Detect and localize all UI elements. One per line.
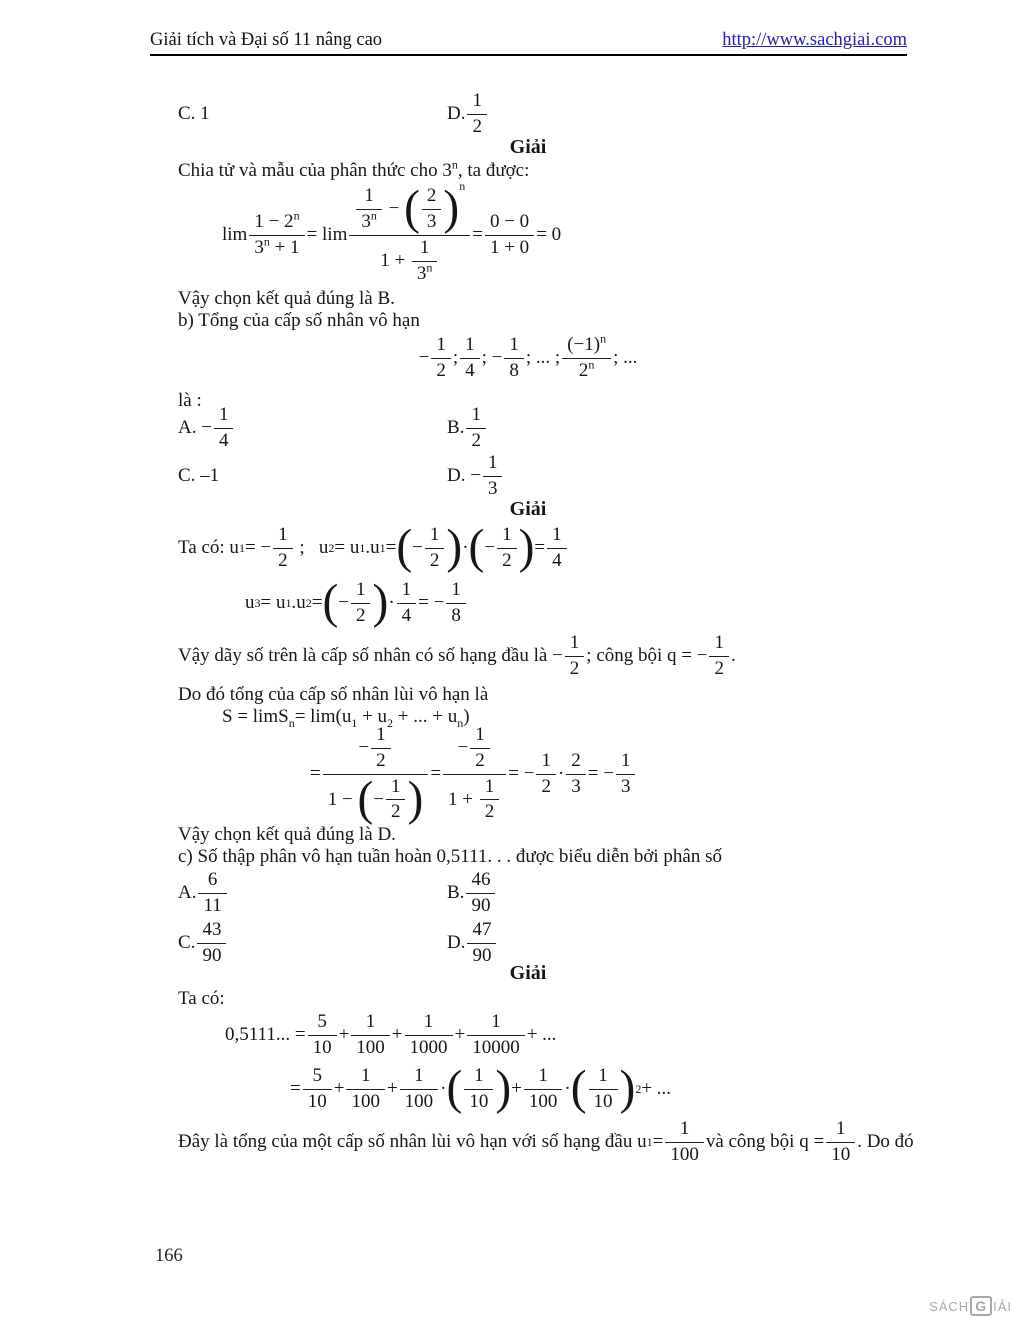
fraction-denominator: 3	[620, 775, 631, 797]
fraction-denominator: 100	[351, 1090, 380, 1112]
fraction	[443, 725, 506, 824]
subscript: n	[457, 715, 464, 730]
paren-group	[468, 520, 535, 574]
options-row-ab-part-b	[178, 404, 738, 452]
fraction-numerator: 1	[371, 725, 391, 749]
left-paren: (	[570, 1061, 587, 1115]
fraction-denominator: 2	[714, 657, 724, 679]
fraction-denominator: 10	[307, 1090, 327, 1112]
fraction-numerator: 2	[422, 186, 442, 210]
fraction	[483, 453, 503, 500]
fraction	[460, 335, 480, 382]
page-number: 166	[155, 1246, 183, 1266]
fraction	[346, 1066, 385, 1113]
left-paren: (	[322, 575, 339, 629]
sachgiai-watermark	[929, 1296, 1012, 1316]
left-paren: (	[468, 520, 485, 574]
geometric-sequence: − $\frac{1}{2}$ ; $\frac{1}{4}$ ; − $\frac{1}{8}$ ; ... ; $\frac{(-1)^n}{2^n}$ ; ...	[418, 331, 638, 381]
fraction-denominator: 90	[202, 944, 222, 966]
fraction	[589, 1066, 618, 1113]
solution-heading-b: Giải	[509, 498, 547, 520]
part-a-intro-line: Chia tử và mẫu của phân thức cho 3$^n$, ta được:	[178, 157, 530, 181]
right-paren: )	[443, 181, 460, 235]
website-link[interactable]: http://www.sachgiai.com	[722, 30, 907, 50]
fraction	[565, 633, 585, 680]
fraction-denominator: 1 + 0	[489, 236, 530, 258]
fraction	[497, 525, 517, 572]
fraction-denominator: 2	[376, 749, 386, 771]
option-b-part-b: B. $\frac{1}{2}$	[447, 404, 488, 452]
part-b-title: b) Tổng của cấp số nhân vô hạn	[178, 310, 420, 331]
paren-content: − $\frac{1}{2}$	[412, 525, 446, 572]
fraction-numerator: 1	[351, 580, 371, 604]
right-paren: )	[495, 1061, 512, 1115]
left-paren: (	[446, 1061, 463, 1115]
fraction-numerator: $1 - 2^n$	[249, 212, 304, 236]
right-paren: )	[619, 1061, 636, 1115]
part-a-conclusion: Vậy chọn kết quả đúng là B.	[178, 288, 395, 309]
part-b-conclusion: Vậy chọn kết quả đúng là D.	[178, 824, 396, 845]
fraction	[562, 331, 611, 382]
subscript: n	[288, 715, 295, 730]
fraction-denominator: 4	[401, 604, 412, 626]
right-paren: )	[446, 520, 463, 574]
paren-content: − $\frac{1}{2}$	[373, 777, 407, 824]
fraction-denominator: 2	[541, 775, 551, 797]
fraction	[400, 1066, 439, 1113]
option-d-part-a: D. $\frac{1}{2}$	[447, 90, 489, 138]
fraction-numerator: 0 − 0	[485, 212, 534, 236]
fraction-denominator: 2	[278, 549, 288, 571]
fraction-denominator: 10000	[472, 1036, 520, 1058]
fraction-numerator: − $\frac{1}{2}$	[323, 725, 429, 775]
fraction-denominator: 3$^n$	[361, 208, 377, 232]
fraction	[323, 725, 429, 824]
fraction-denominator: 2	[355, 604, 366, 626]
fraction-numerator: 1	[397, 580, 417, 604]
fraction	[464, 1066, 493, 1113]
fraction-denominator: 4	[552, 549, 562, 571]
fraction-numerator: $\frac{1}{3^n}$ − ( $\frac{2}{3}$ ) n	[349, 186, 470, 236]
fraction-numerator: 1	[497, 525, 517, 549]
left-paren: (	[404, 181, 420, 235]
fraction	[351, 1012, 390, 1059]
fraction-numerator: 1	[524, 1066, 563, 1090]
fraction	[466, 870, 495, 917]
fraction-denominator: 90	[472, 944, 492, 966]
fraction-denominator: 2	[429, 549, 440, 571]
fraction-denominator: 10	[469, 1090, 489, 1112]
option-c-part-a: C. 1	[178, 103, 210, 124]
watermark-text-right: IẢI	[993, 1298, 1012, 1314]
fraction	[397, 580, 417, 627]
fraction	[709, 633, 729, 680]
option-d-part-c: D. $\frac{47}{90}$	[447, 918, 498, 968]
left-paren: (	[396, 520, 413, 574]
fraction-numerator: 1	[400, 1066, 439, 1090]
fraction	[466, 405, 486, 452]
fraction-numerator: 46	[466, 870, 495, 894]
fraction-denominator: 100	[670, 1143, 699, 1165]
fraction-numerator: 1	[214, 405, 234, 429]
fraction-denominator: 4	[218, 429, 229, 451]
right-paren: )	[372, 575, 389, 629]
fraction-numerator: 1	[467, 91, 487, 115]
option-d-part-b: D. − $\frac{1}{3}$	[447, 452, 504, 500]
fraction-denominator: 90	[471, 894, 491, 916]
la-label: là :	[178, 390, 202, 411]
fraction-numerator: 1	[565, 633, 585, 657]
fraction-denominator: 2	[436, 359, 446, 381]
fraction-denominator: 2$^n$	[578, 357, 595, 381]
watermark-logo-box: G	[970, 1296, 992, 1316]
fraction-numerator: 1	[709, 633, 729, 657]
options-row-cd-part-b	[178, 452, 738, 500]
paren-content	[587, 1066, 620, 1113]
fraction-denominator: 8	[451, 604, 461, 626]
book-title: Giải tích và Đại số 11 nâng cao	[150, 30, 383, 50]
fraction-denominator: 2	[475, 749, 485, 771]
fraction-numerator: 43	[197, 920, 226, 944]
fraction	[303, 1066, 332, 1113]
fraction	[431, 335, 451, 382]
fraction-denominator: $3^n + 1$	[254, 234, 300, 258]
option-a-part-b: A. − $\frac{1}{4}$	[178, 404, 235, 452]
fraction	[351, 580, 371, 627]
fraction-numerator: 1	[665, 1119, 704, 1143]
fraction	[566, 751, 586, 798]
fraction-numerator: 1	[346, 1066, 385, 1090]
fraction-numerator: 1	[470, 725, 490, 749]
fraction-denominator: 1 + $\frac{1}{2}$	[443, 775, 506, 824]
superscript: n	[588, 357, 595, 372]
fraction-numerator: 1	[464, 1066, 493, 1090]
paren-content	[420, 186, 444, 233]
fraction	[616, 751, 636, 798]
fraction-denominator: 8	[509, 359, 519, 381]
part-c-title: c) Số thập phân vô hạn tuần hoàn 0,5111. . . được biểu diễn bởi phân số	[178, 846, 722, 867]
superscript: n	[263, 234, 270, 249]
fraction-denominator: 3	[426, 210, 437, 232]
fraction-numerator: 1	[480, 777, 500, 801]
sum-chain-equation: = − $\frac{1}{2}$ 1 − ( − $\frac{1}{2}$ ) = − $\frac{1}{2}$ 1 + $\frac{1}{2}$ = − $\frac{1}{2}$ · $\frac{2}{3}$ = − $\frac{1}{3}$	[310, 726, 637, 822]
fraction	[197, 920, 226, 967]
solution-heading-c: Giải	[509, 962, 547, 984]
taco-label: Ta có:	[178, 988, 225, 1009]
u3-line: u 3 = u 1 .u 2 = ( − $\frac{1}{2}$ ) · $\frac{1}{4}$ = − $\frac{1}{8}$	[245, 576, 468, 630]
option-a-part-c: A. $\frac{6}{11}$	[178, 868, 229, 918]
fraction	[480, 777, 500, 824]
fraction-denominator: 2	[484, 801, 495, 823]
fraction	[826, 1119, 855, 1166]
options-row-ab-part-c	[178, 868, 738, 918]
dodo-line: Do đó tổng của cấp số nhân lùi vô hạn là	[178, 684, 489, 705]
paren-group	[357, 772, 424, 826]
fraction-denominator: 2	[390, 801, 401, 823]
fraction	[412, 238, 438, 285]
left-paren: (	[357, 772, 374, 826]
fraction-denominator: 100	[528, 1090, 558, 1112]
fraction-numerator: 1	[466, 405, 486, 429]
fraction	[308, 1012, 337, 1059]
paren-group	[396, 520, 463, 574]
fraction	[386, 777, 406, 824]
options-row-cd-part-c	[178, 918, 738, 968]
fraction-denominator: 2	[472, 115, 482, 137]
option-c-part-c: C. $\frac{43}{90}$	[178, 918, 228, 968]
solution-heading-a: Giải	[509, 136, 547, 158]
right-paren: )	[407, 772, 424, 826]
options-row-cd-part-a	[178, 90, 738, 138]
limit-equation: lim $\frac{1 - 2^n}{3^n + 1}$ = lim $\frac{1}{3^n}$ − ( $\frac{2}{3}$ ) n 1 + $\frac{1}{3^n}$ = $\frac{0 - 0}{1 + 0}$ = 0	[222, 178, 562, 284]
fraction-numerator: 1	[425, 525, 445, 549]
superscript: n	[451, 157, 458, 172]
fraction	[547, 525, 567, 572]
fraction-denominator: 100	[404, 1090, 434, 1112]
paren-group	[446, 1061, 512, 1115]
fraction-numerator: 2	[566, 751, 586, 775]
fraction	[467, 1012, 525, 1059]
paren-content	[462, 1066, 495, 1113]
fraction-numerator: 5	[303, 1066, 332, 1090]
superscript: n	[426, 260, 433, 275]
fraction	[214, 405, 234, 452]
fraction-numerator: 5	[308, 1012, 337, 1036]
page-header	[150, 30, 907, 56]
fraction-numerator: $(-1)^n$	[562, 335, 611, 359]
fraction-denominator: 1 − ( − $\frac{1}{2}$ )	[327, 772, 424, 826]
option-b-part-c: B. $\frac{46}{90}$	[447, 868, 497, 918]
fraction	[198, 870, 226, 917]
fraction-numerator: 6	[198, 870, 226, 894]
superscript: n	[600, 331, 607, 346]
fraction-numerator: 1	[431, 335, 451, 359]
fraction-denominator: 10	[312, 1036, 332, 1058]
fraction	[425, 525, 445, 572]
taco-u1-u2-line: Ta có: u 1 = − $\frac{1}{2}$ ; u 2 = u 1 .u 1 = ( − $\frac{1}{2}$ ) · ( − $\frac{1}{2}$ ) = $\frac{1}{4}$	[178, 520, 569, 576]
fraction-numerator: 1	[826, 1119, 855, 1143]
fraction	[422, 186, 442, 233]
fraction-numerator: 1	[589, 1066, 618, 1090]
fraction	[470, 725, 490, 772]
fraction-numerator: 1	[351, 1012, 390, 1036]
fraction-denominator: 1000	[409, 1036, 448, 1058]
fraction-denominator: 10	[593, 1090, 613, 1112]
fraction-denominator: 2	[471, 429, 481, 451]
fraction-denominator: 2	[569, 657, 580, 679]
fraction-denominator: 10	[831, 1143, 851, 1165]
fraction-numerator: 1	[273, 525, 293, 549]
watermark-text-left: SÁCH	[929, 1298, 970, 1314]
subscript: 1	[351, 715, 358, 730]
fraction	[249, 208, 304, 259]
fraction-numerator: 47	[467, 920, 496, 944]
fraction	[446, 580, 466, 627]
paren-group	[322, 575, 389, 629]
fraction-numerator: 1	[483, 453, 503, 477]
fraction	[356, 186, 382, 233]
fraction-numerator: 1	[467, 1012, 525, 1036]
fraction	[665, 1119, 704, 1166]
fraction	[405, 1012, 453, 1059]
fraction-numerator: 1	[460, 335, 480, 359]
fraction	[349, 178, 470, 285]
subscript: 2	[387, 715, 394, 730]
fraction-denominator: 3	[487, 477, 498, 499]
fraction-numerator: 1	[405, 1012, 453, 1036]
fraction-denominator: 3$^n$	[416, 260, 433, 284]
fraction-denominator: 1 + $\frac{1}{3^n}$	[349, 236, 470, 285]
decimal-expansion-line1: 0,5111... = $\frac{5}{10}$ + $\frac{1}{100}$ + $\frac{1}{1000}$ + $\frac{1}{10000}$ + ...	[225, 1010, 557, 1058]
fraction	[467, 91, 487, 138]
fraction-numerator: 1	[412, 238, 438, 262]
fraction	[524, 1066, 563, 1113]
decimal-expansion-line2: = $\frac{5}{10}$ + $\frac{1}{100}$ + $\frac{1}{100}$ · ( $\frac{1}{10}$ ) + $\frac{1}{100}$ · ( $\frac{1}{10}$ ) 2 + ...	[290, 1061, 672, 1115]
fraction-numerator: 1	[547, 525, 567, 549]
fraction-denominator: 4	[465, 359, 475, 381]
fraction	[371, 725, 391, 772]
fraction-numerator: 1	[446, 580, 466, 604]
fraction-numerator: 1	[616, 751, 636, 775]
fraction-numerator: 1	[504, 335, 524, 359]
fraction-numerator: 1	[536, 751, 556, 775]
vay-day-so-line: Vậy dãy số trên là cấp số nhân có số hạng đầu là − $\frac{1}{2}$ ; công bội q = − $\frac{1}{2}$ .	[178, 631, 736, 679]
paren-content: − $\frac{1}{2}$	[338, 580, 372, 627]
fraction-numerator: 1	[386, 777, 406, 801]
fraction	[273, 525, 293, 572]
fraction	[536, 751, 556, 798]
superscript: n	[370, 208, 377, 223]
right-paren: )	[518, 520, 535, 574]
superscript: n	[293, 208, 300, 223]
fraction	[504, 335, 524, 382]
paren-content: − $\frac{1}{2}$	[484, 525, 518, 572]
fraction-denominator: 100	[356, 1036, 385, 1058]
fraction	[485, 212, 534, 259]
fraction	[467, 920, 496, 967]
day-la-tong-line: Đây là tổng của một cấp số nhân lùi vô hạn với số hạng đầu u 1 = $\frac{1}{100}$ và công bội q = $\frac{1}{10}$ . Do đó	[178, 1117, 914, 1165]
fraction-denominator: 11	[203, 894, 222, 916]
fraction-numerator: − $\frac{1}{2}$	[443, 725, 506, 775]
fraction-denominator: 3	[571, 775, 581, 797]
paren-group	[570, 1061, 636, 1115]
s-limsn-line: $S = \lim S_n= \lim(u_1 + u_2$ + ... + $u_n$)	[222, 706, 470, 730]
fraction-numerator: 1	[356, 186, 382, 210]
option-c-part-b: C. –1	[178, 465, 220, 486]
fraction-denominator: 2	[502, 549, 512, 571]
